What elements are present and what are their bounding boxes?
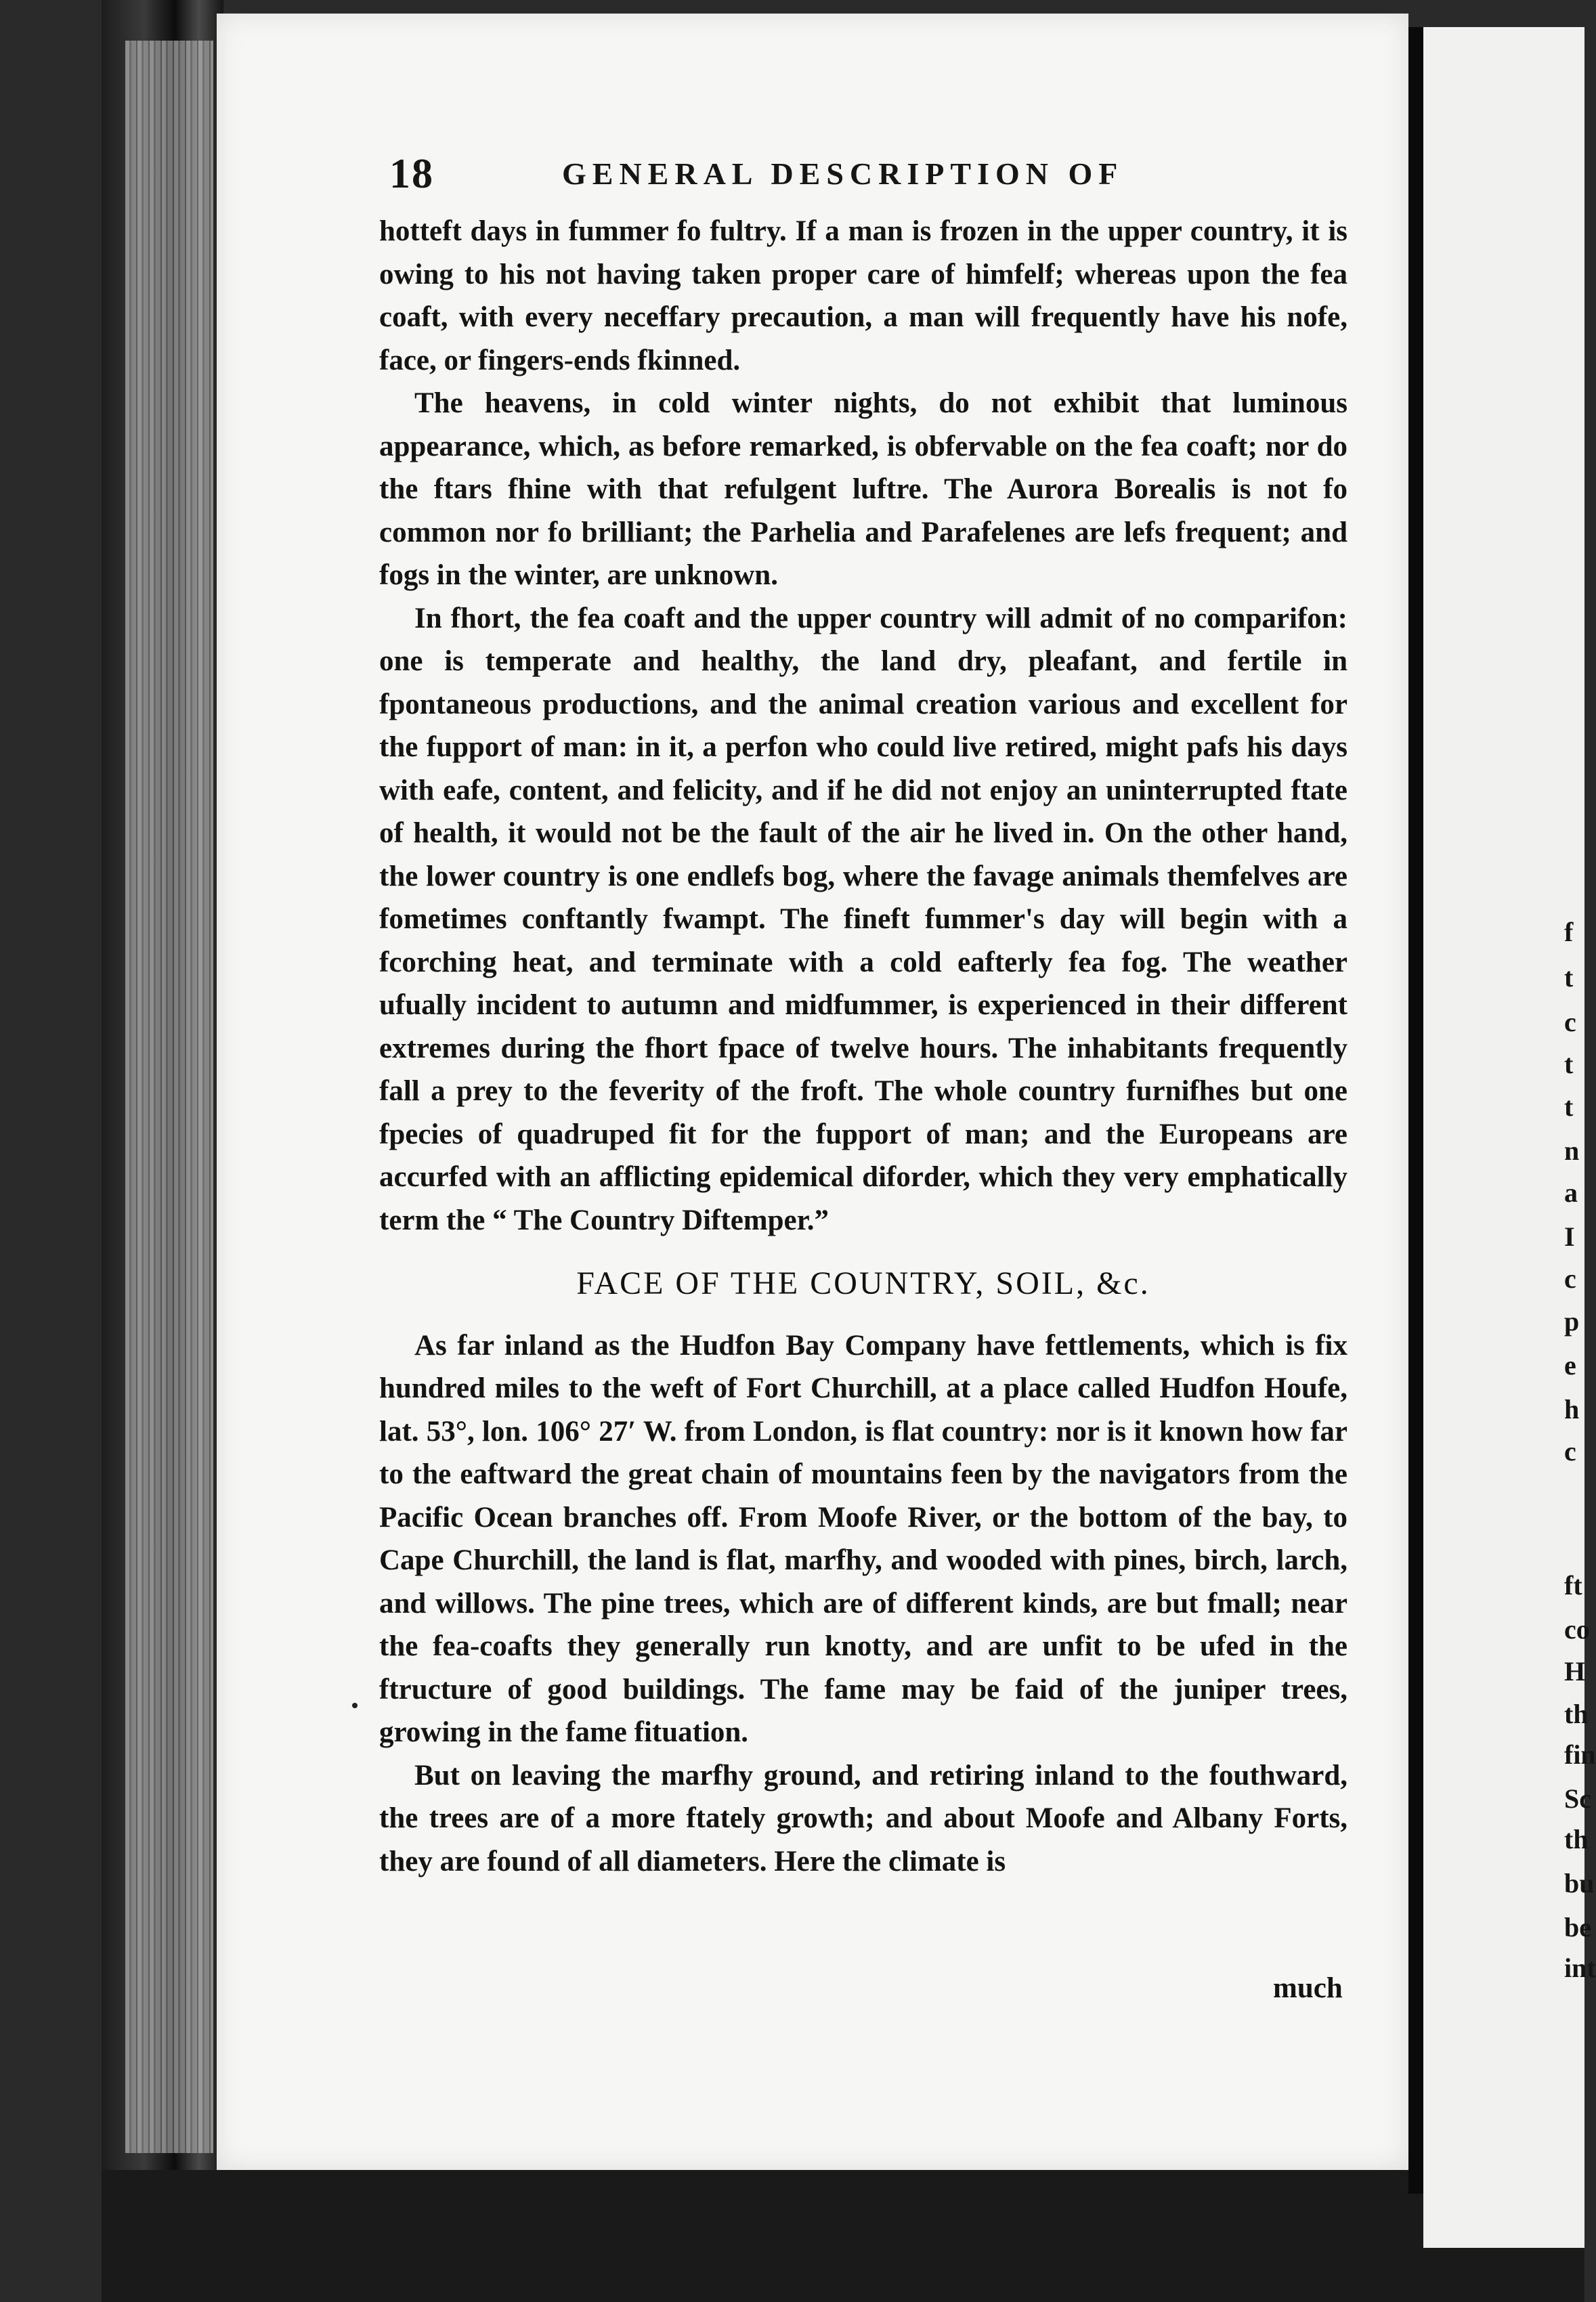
facing-page-fragment: n — [1564, 1135, 1580, 1166]
ink-spot — [352, 1703, 358, 1708]
section-heading: FACE OF THE COUNTRY, SOIL, &c. — [576, 1265, 1150, 1301]
paragraph: As far inland as the Hudfon Bay Company have fettlements, which is fix hundred miles to the weft of Fort Churchill, at a place called Hudfon Houfe, lat. 53°, lon. 106° 27′ W. from London, is flat country: nor is it known how far to the eaftward the great chain of mountains feen by the navigators from the Pacific Ocean branches off. From Moofe River, or the bottom of the bay, to Cape Churchill, the land is flat, marfhy, and wooded with pines, birch, larch, and willows. The pine trees, which are of different kinds, are but fmall; near the fea-coafts they generally run knotty, and are unfit to be ufed in the ftructure of good buildings. The fame may be faid of the juniper trees, growing in the fame fituation. — [379, 1329, 1347, 1748]
facing-page-fragment: th — [1564, 1824, 1589, 1854]
facing-page-fragment: c — [1564, 1007, 1576, 1037]
facing-page-fragment: bu — [1564, 1868, 1595, 1898]
facing-page — [1423, 27, 1584, 2248]
catchword: much — [1273, 1972, 1343, 2004]
paragraph: In fhort, the fea coaft and the upper country will admit of no comparifon: one is temperate and healthy, the land dry, pleafant, and fertile in fpontaneous productions, and the animal creation various and excellent for the fupport of man: in it, a perfon who could live retired, might pafs his days with eafe, content, and felicity, and if he did not enjoy an uninterrupted ftate of health, it would not be the fault of the air he lived in. On the other hand, the lower country is one endlefs bog, where the favage animals themfelves are fometimes conftantly fwampt. The fineft fummer's day will begin with a fcorching heat, and terminate with a cold eafterly fea fog. The weather ufually incident to autumn and midfummer, is experienced in their different extremes during the fhort fpace of twelve hours. The inhabitants frequently fall a prey to the feverity of the froft. The whole country furnifhes but one fpecies of quadruped fit for the fupport of man; and the Europeans are accurfed with an afflicting epidemical diforder, which they very emphatically term the “ The Country Diftemper.” — [379, 602, 1347, 1236]
page-number: 18 — [389, 151, 434, 197]
facing-page-fragment: I — [1564, 1221, 1575, 1252]
facing-page-fragment: c — [1564, 1263, 1576, 1294]
facing-page-fragment: H — [1564, 1656, 1586, 1687]
facing-page-fragment: ft — [1564, 1570, 1582, 1601]
facing-page-fragment: h — [1564, 1394, 1580, 1425]
facing-page-fragment: e — [1564, 1350, 1576, 1381]
paragraph: But on leaving the marfhy ground, and retiring inland to the fouthward, the trees are of a more ftately growth; and about Moofe and Albany Forts, they are found of all diameters. Here the climate is — [379, 1759, 1347, 1877]
facing-page-fragment: int — [1564, 1953, 1596, 1983]
page-stack-edges — [125, 41, 213, 2153]
facing-page-fragment: Sc — [1564, 1783, 1591, 1814]
facing-page-fragment: a — [1564, 1177, 1578, 1208]
paragraph: The heavens, in cold winter nights, do not exhibit that luminous appearance, which, as before remarked, is obfervable on the fea coaft; nor do the ftars fhine with that refulgent luftre. The Aurora Borealis is not fo common nor fo brilliant; the Parhelia and Parafelenes are lefs frequent; and fogs in the winter, are unknown. — [379, 387, 1347, 591]
facing-page-fragment: c — [1564, 1436, 1576, 1467]
facing-page-text-fragments — [1564, 0, 1596, 2234]
facing-page-fragment: co — [1564, 1614, 1590, 1645]
facing-page-fragment: t — [1564, 1091, 1574, 1122]
gutter-shadow — [1408, 27, 1423, 2194]
scan-bottom-border — [102, 2170, 1584, 2302]
page-header — [389, 150, 1351, 198]
facing-page-fragment: f — [1564, 917, 1574, 947]
facing-page-fragment: p — [1564, 1306, 1580, 1337]
paragraph: hotteft days in fummer fo fultry. If a man is frozen in the upper country, it is owing to his not having taken proper care of himfelf; whereas upon the fea coaft, with every neceffary precaution, a man will frequently have his nofe, face, or fingers-ends fkinned. — [379, 215, 1347, 376]
facing-page-fragment: th — [1564, 1699, 1589, 1729]
body-text — [379, 210, 1347, 1883]
facing-page-fragment: be — [1564, 1912, 1591, 1942]
facing-page-fragment: t — [1564, 1049, 1574, 1079]
facing-page-fragment: t — [1564, 962, 1574, 993]
running-head: GENERAL DESCRIPTION OF — [562, 156, 1124, 191]
facing-page-fragment: fin — [1564, 1739, 1596, 1770]
